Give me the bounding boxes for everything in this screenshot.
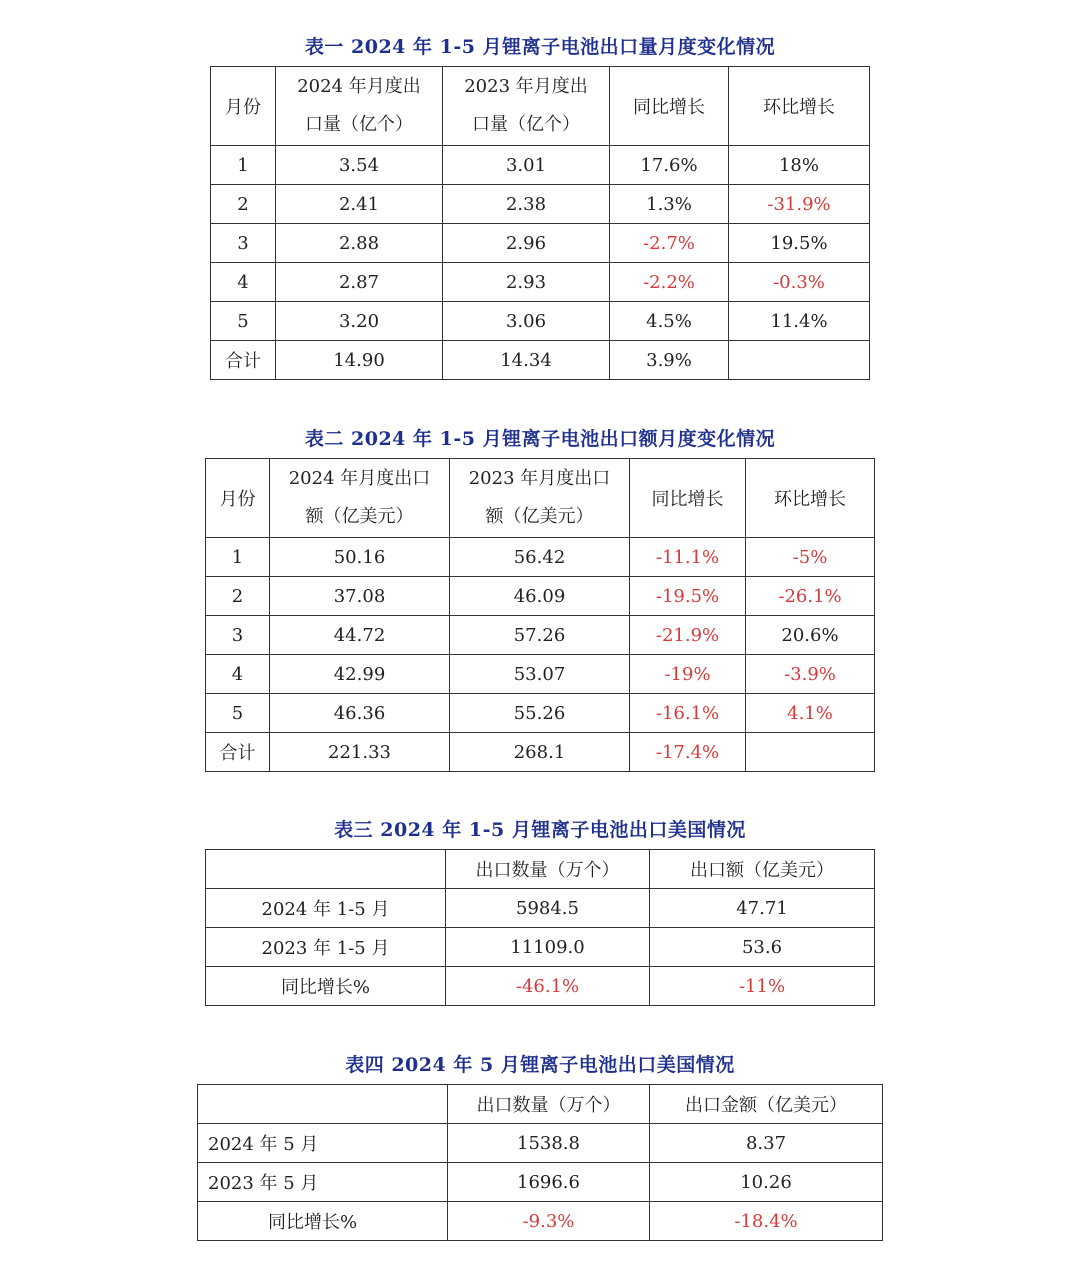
table2-cell-mom: 20.6% [746,616,875,655]
table1-cell-yoy: -2.7% [610,224,729,263]
table2-cell-2024: 46.36 [270,694,450,733]
table2-cell-2024: 37.08 [270,577,450,616]
table4 [197,1084,883,1241]
table4-cell-label: 2024 年 5 月 [198,1124,448,1163]
table1-cell-2023: 2.93 [443,263,610,302]
table2-header-mom: 环比增长 [746,459,875,538]
table1-cell-2023: 2.96 [443,224,610,263]
table-row [198,1163,883,1202]
table1-cell-month: 2 [211,185,276,224]
table3-title: 表三 2024 年 1-5 月锂离子电池出口美国情况 [334,819,746,841]
table1-header-month: 月份 [211,67,276,146]
table2-cell-month: 5 [206,694,270,733]
table-row [206,733,875,772]
table2 [205,458,875,772]
table4-header-qty: 出口数量（万个） [448,1085,650,1124]
table4-cell-qty: 1696.6 [448,1163,650,1202]
table4-title: 表四 2024 年 5 月锂离子电池出口美国情况 [345,1054,735,1076]
table4-cell-qty: 1538.8 [448,1124,650,1163]
table4-cell-amt: 8.37 [650,1124,883,1163]
table4-header-blank [198,1085,448,1124]
table2-cell-yoy: -19% [630,655,746,694]
table-row [206,889,875,928]
table-row [206,616,875,655]
table-row [206,967,875,1006]
table1-cell-2024: 14.90 [276,341,443,380]
table-row [206,655,875,694]
table1-cell-mom: 18% [729,146,870,185]
table1-cell-2023: 14.34 [443,341,610,380]
table1-cell-mom: -31.9% [729,185,870,224]
table1-cell-2024: 2.87 [276,263,443,302]
table4-cell-amt: -18.4% [650,1202,883,1241]
table3-header-amt: 出口额（亿美元） [650,850,875,889]
table2-header-2023: 2023 年月度出口 额（亿美元） [450,459,630,538]
table2-cell-2024: 44.72 [270,616,450,655]
table1-title: 表一 2024 年 1-5 月锂离子电池出口量月度变化情况 [304,36,776,58]
table4-cell-amt: 10.26 [650,1163,883,1202]
table2-header-month: 月份 [206,459,270,538]
table1-cell-mom: 11.4% [729,302,870,341]
table1-cell-2024: 3.54 [276,146,443,185]
table-row [211,263,870,302]
table1-header-mom: 环比增长 [729,67,870,146]
table-row [206,577,875,616]
table1-cell-2024: 2.88 [276,224,443,263]
table1-cell-yoy: 3.9% [610,341,729,380]
table1 [210,66,870,380]
table2-cell-2023: 55.26 [450,694,630,733]
table1-cell-mom: 19.5% [729,224,870,263]
table3-cell-amt: -11% [650,967,875,1006]
table1-cell-yoy: 17.6% [610,146,729,185]
table2-cell-month: 合计 [206,733,270,772]
table3-cell-label: 2024 年 1-5 月 [206,889,446,928]
table1-cell-yoy: 1.3% [610,185,729,224]
table2-cell-2023: 46.09 [450,577,630,616]
table1-cell-month: 1 [211,146,276,185]
table2-cell-2023: 268.1 [450,733,630,772]
table2-cell-yoy: -19.5% [630,577,746,616]
table-row [211,185,870,224]
table2-cell-month: 2 [206,577,270,616]
table3 [205,849,875,1006]
table2-cell-mom: -26.1% [746,577,875,616]
table-row [211,146,870,185]
table2-cell-yoy: -11.1% [630,538,746,577]
table3-cell-qty: 5984.5 [446,889,650,928]
table4-cell-label: 2023 年 5 月 [198,1163,448,1202]
table3-cell-amt: 53.6 [650,928,875,967]
table1-header-2023: 2023 年月度出 口量（亿个） [443,67,610,146]
table-row [198,1202,883,1241]
table3-cell-qty: 11109.0 [446,928,650,967]
table3-cell-qty: -46.1% [446,967,650,1006]
table3-cell-label: 同比增长% [206,967,446,1006]
table1-cell-mom [729,341,870,380]
table3-cell-amt: 47.71 [650,889,875,928]
table2-cell-mom [746,733,875,772]
table2-cell-month: 1 [206,538,270,577]
table3-header-qty: 出口数量（万个） [446,850,650,889]
table1-header-2024: 2024 年月度出 口量（亿个） [276,67,443,146]
table-row [211,341,870,380]
table1-cell-yoy: 4.5% [610,302,729,341]
table2-cell-mom: -5% [746,538,875,577]
table4-cell-qty: -9.3% [448,1202,650,1241]
table1-cell-month: 5 [211,302,276,341]
table2-cell-mom: 4.1% [746,694,875,733]
table1-cell-2023: 2.38 [443,185,610,224]
table2-header-yoy: 同比增长 [630,459,746,538]
table2-cell-2024: 50.16 [270,538,450,577]
table2-cell-yoy: -17.4% [630,733,746,772]
table2-cell-month: 3 [206,616,270,655]
table-row [206,538,875,577]
table1-cell-yoy: -2.2% [610,263,729,302]
table-row [206,928,875,967]
table1-cell-2023: 3.01 [443,146,610,185]
table2-cell-yoy: -16.1% [630,694,746,733]
table2-cell-mom: -3.9% [746,655,875,694]
table3-header-blank [206,850,446,889]
table2-cell-month: 4 [206,655,270,694]
table-row [198,1124,883,1163]
table1-cell-2023: 3.06 [443,302,610,341]
table4-header-amt: 出口金额（亿美元） [650,1085,883,1124]
table1-cell-mom: -0.3% [729,263,870,302]
table-row [206,694,875,733]
table2-title: 表二 2024 年 1-5 月锂离子电池出口额月度变化情况 [304,428,776,450]
table4-cell-label: 同比增长% [198,1202,448,1241]
table1-header-yoy: 同比增长 [610,67,729,146]
table2-cell-2023: 57.26 [450,616,630,655]
table2-cell-2024: 42.99 [270,655,450,694]
table1-cell-2024: 2.41 [276,185,443,224]
table3-cell-label: 2023 年 1-5 月 [206,928,446,967]
table1-cell-month: 合计 [211,341,276,380]
table2-cell-2023: 53.07 [450,655,630,694]
table2-cell-yoy: -21.9% [630,616,746,655]
table1-cell-2024: 3.20 [276,302,443,341]
table-row [211,302,870,341]
table2-cell-2023: 56.42 [450,538,630,577]
table-row [211,224,870,263]
table1-cell-month: 3 [211,224,276,263]
table2-header-2024: 2024 年月度出口 额（亿美元） [270,459,450,538]
table2-cell-2024: 221.33 [270,733,450,772]
table1-cell-month: 4 [211,263,276,302]
